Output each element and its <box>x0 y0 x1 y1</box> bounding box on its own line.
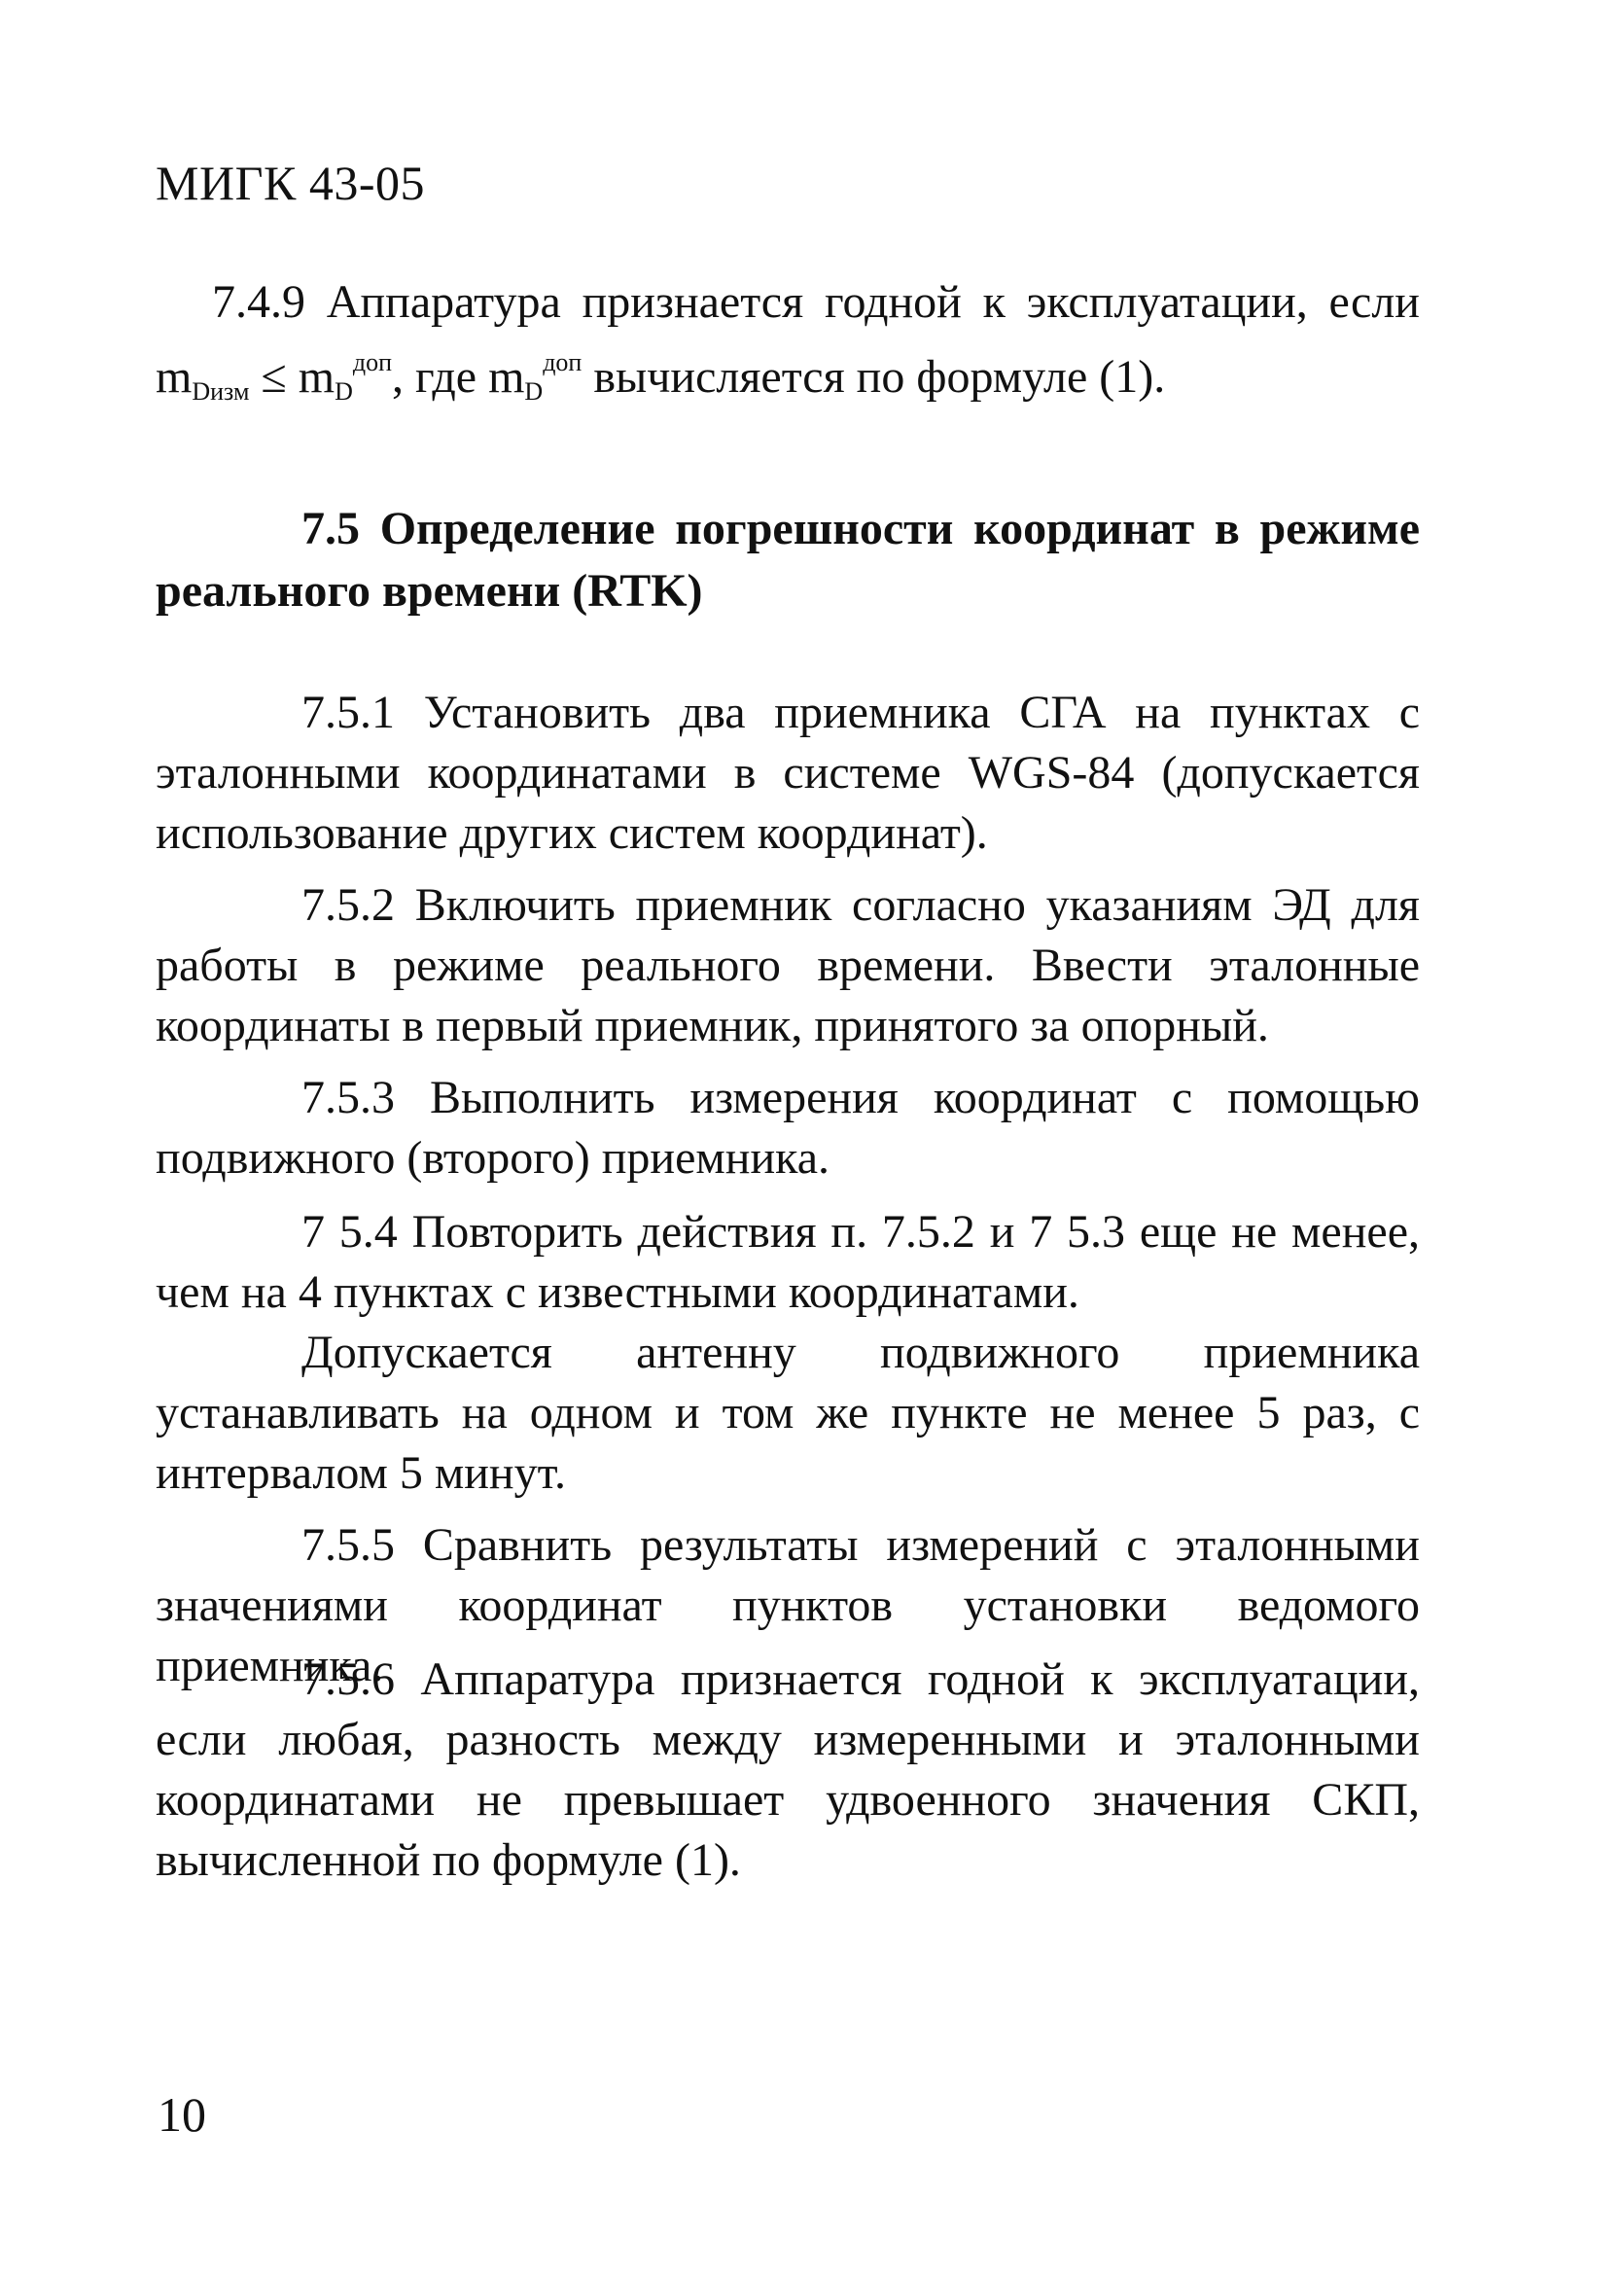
section-heading-7-5: 7.5 Определение погрешности координат в режиме реального времени (RTK) <box>156 503 1420 617</box>
paragraph-7-5-4-text: 7 5.4 Повторить действия п. 7.5.2 и 7 5.3 еще не менее, чем на 4 пунктах с известными координатами. <box>156 1206 1420 1318</box>
paragraph-7-5-4-note-text: Допускается антенну подвижного приемника устанавливать на одном и том же пункте не менее 5 раз, с интервалом 5 минут. <box>156 1327 1420 1499</box>
paragraph-7-5-4 <box>156 1202 1420 1323</box>
document-code-header: МИГК 43-05 <box>156 156 425 210</box>
paragraph-7-4-9-text <box>156 272 1420 422</box>
paragraph-7-4-9 <box>156 272 1420 422</box>
paragraph-7-4-9-intro: 7.4.9 Аппаратура признается годной к эксплуатации, если <box>212 276 1420 328</box>
paragraph-7-5-6-text: 7.5.6 Аппаратура признается годной к эксплуатации, если любая, разность между измеренными и эталонными координатами не превышает удвоенного значения СКП, вычисленной по формуле (1). <box>156 1653 1420 1886</box>
paragraph-7-5-2-text: 7.5.2 Включить приемник согласно указаниям ЭД для работы в режиме реального времени. Ввести эталонные координаты в первый приемник, принятого за опорный. <box>156 879 1420 1051</box>
paragraph-7-5-3 <box>156 1068 1420 1189</box>
paragraph-7-5-1 <box>156 683 1420 864</box>
formula-m-d-dop-2: $m_D^{доп}$ <box>488 348 583 406</box>
where-text: , где <box>392 351 489 403</box>
paragraph-7-5-5-text: 7.5.5 Сравнить результаты измерений с эталонными значениями координат пунктов установки ведомого приемника. <box>156 1519 1420 1691</box>
paragraph-7-4-9-tail: вычисляется по формуле (1). <box>582 351 1166 403</box>
paragraph-7-5-2 <box>156 875 1420 1056</box>
leq-sign: ≤ <box>249 351 299 403</box>
paragraph-7-5-3-text: 7.5.3 Выполнить измерения координат с помощью подвижного (второго) приемника. <box>156 1072 1420 1184</box>
paragraph-7-5-1-text: 7.5.1 Установить два приемника СГА на пунктах с эталонными координатами в системе WGS-84 (допускается использование других систем координат). <box>156 687 1420 859</box>
paragraph-7-5-6 <box>156 1650 1420 1891</box>
page-number: 10 <box>158 2087 206 2142</box>
formula-m-d-dop: $m_D^{доп}$ <box>298 348 393 406</box>
formula-m-d-izm: $m_{Dизм}$ <box>156 351 250 406</box>
paragraph-7-5-4-note <box>156 1323 1420 1504</box>
